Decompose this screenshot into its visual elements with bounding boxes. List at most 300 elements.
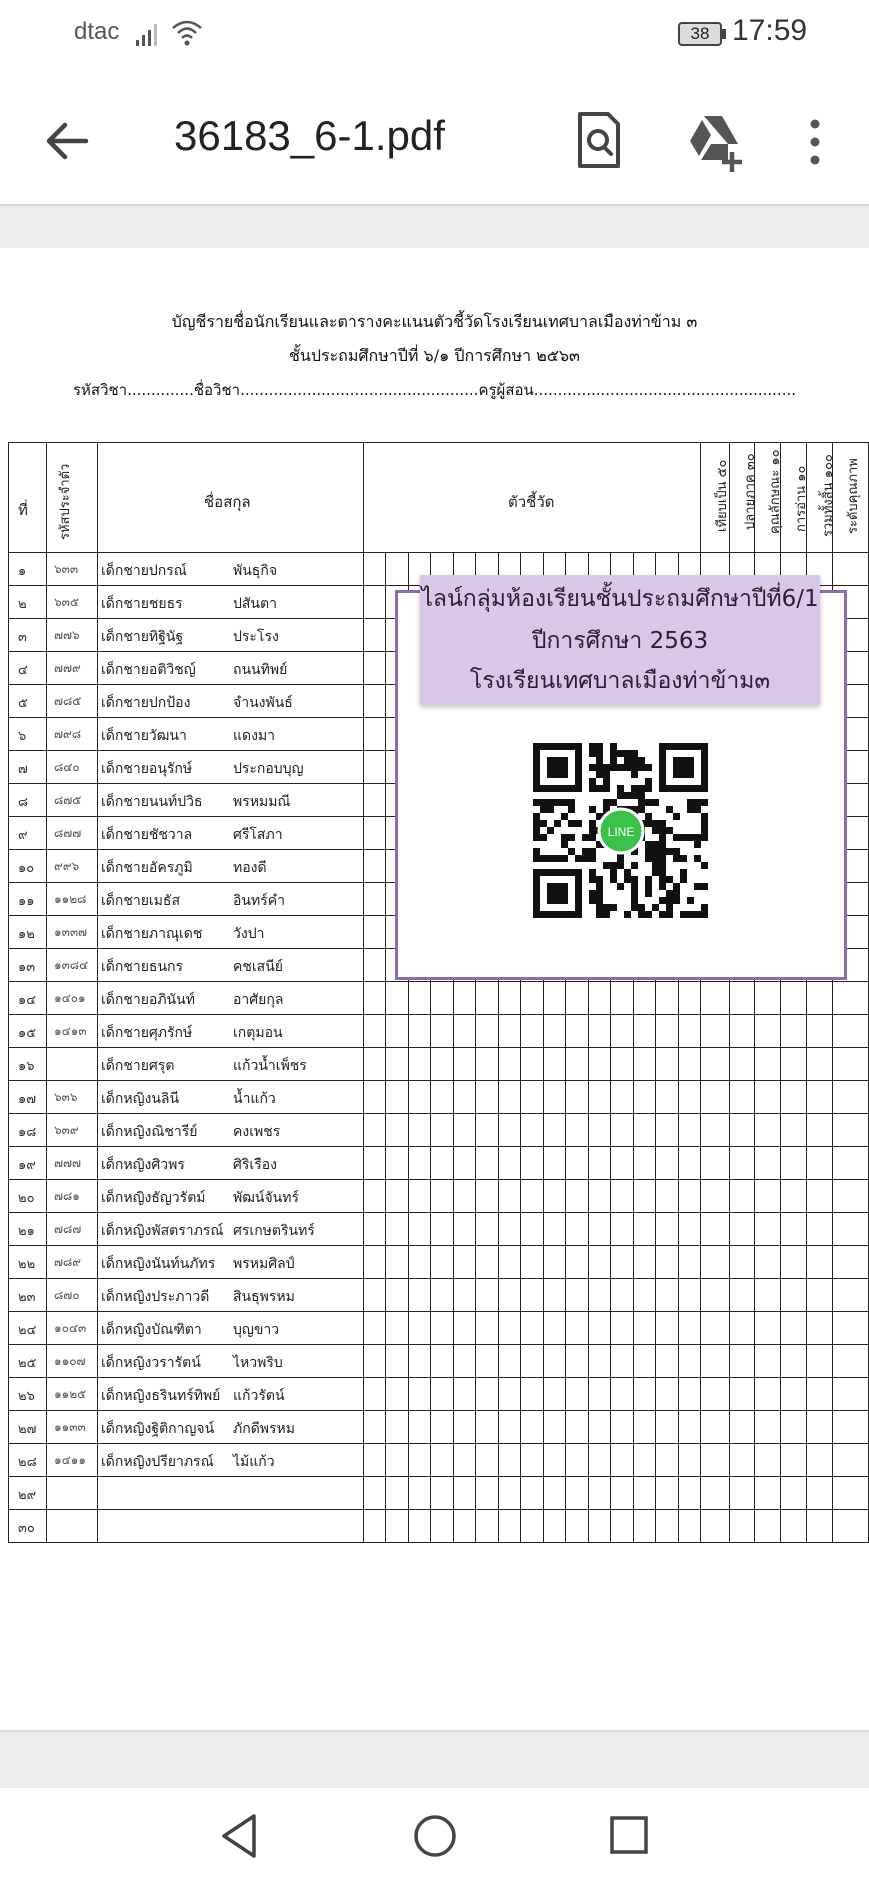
student-last-name: ไม้แก้ว bbox=[233, 1454, 275, 1470]
qr-module bbox=[631, 771, 638, 778]
clock: 17:59 bbox=[732, 14, 808, 47]
qr-module bbox=[638, 785, 645, 792]
row-number: ๒๗ bbox=[18, 1422, 37, 1437]
qr-module bbox=[645, 883, 652, 890]
qr-finder-pattern bbox=[673, 757, 694, 778]
student-last-name: พันธุกิจ bbox=[233, 563, 278, 579]
row-number: ๑๖ bbox=[18, 1059, 35, 1074]
header-final: ปลายภาค ๓๐ bbox=[743, 453, 758, 530]
qr-module bbox=[659, 820, 666, 827]
student-first-name: เด็กหญิงนลินี bbox=[101, 1091, 180, 1107]
qr-module bbox=[540, 855, 547, 862]
qr-module bbox=[589, 778, 596, 785]
row-number: ๔ bbox=[18, 663, 28, 678]
student-last-name: ศรเกษตรินทร์ bbox=[233, 1223, 315, 1239]
qr-module bbox=[659, 883, 666, 890]
student-first-name: เด็กชายเมธัส bbox=[101, 893, 181, 909]
row-number: ๑๕ bbox=[18, 1026, 37, 1041]
qr-module bbox=[568, 820, 575, 827]
qr-module bbox=[701, 904, 708, 911]
student-last-name: คชเสนีย์ bbox=[233, 959, 283, 975]
banner-line-2: ปีการศึกษา 2563 bbox=[531, 628, 709, 654]
row-number: ๗ bbox=[18, 762, 28, 777]
qr-module bbox=[603, 771, 610, 778]
table-horizontal-line bbox=[8, 1344, 869, 1345]
student-last-name: ไหวพริบ bbox=[233, 1355, 283, 1371]
qr-module bbox=[561, 841, 568, 848]
row-number: ๘ bbox=[18, 795, 29, 810]
qr-module bbox=[666, 890, 673, 897]
qr-module bbox=[680, 834, 687, 841]
student-id: ๑๔๐๑ bbox=[54, 991, 86, 1005]
table-horizontal-line bbox=[8, 1080, 869, 1081]
qr-module bbox=[540, 820, 547, 827]
qr-module bbox=[673, 813, 680, 820]
student-last-name: ศิริเรือง bbox=[233, 1157, 277, 1173]
qr-module bbox=[638, 764, 645, 771]
signal-icon bbox=[134, 18, 164, 48]
qr-module bbox=[582, 834, 589, 841]
qr-module bbox=[589, 890, 596, 897]
qr-module bbox=[624, 911, 631, 918]
qr-module bbox=[547, 855, 554, 862]
student-last-name: สินธุพรหม bbox=[233, 1289, 295, 1305]
student-id: ๑๓๘๔ bbox=[54, 958, 89, 972]
qr-module bbox=[659, 827, 666, 834]
table-horizontal-line bbox=[8, 1311, 869, 1312]
row-number: ๒๓ bbox=[18, 1290, 36, 1305]
qr-module bbox=[701, 862, 708, 869]
qr-module bbox=[589, 785, 596, 792]
student-last-name: ภักดีพรหม bbox=[233, 1421, 296, 1437]
qr-module bbox=[652, 841, 659, 848]
qr-module bbox=[687, 911, 694, 918]
row-number: ๑๒ bbox=[18, 927, 35, 942]
back-arrow-icon[interactable] bbox=[38, 112, 96, 170]
student-first-name: เด็กชายอภินันท์ bbox=[101, 992, 195, 1008]
nav-home-icon[interactable] bbox=[411, 1812, 459, 1860]
student-last-name: บุญขาว bbox=[233, 1322, 280, 1338]
qr-module bbox=[596, 764, 603, 771]
student-id: ๗๗๖ bbox=[54, 628, 80, 642]
qr-module bbox=[694, 834, 701, 841]
student-id: ๗๗๗ bbox=[54, 1156, 82, 1170]
row-number: ๑๓ bbox=[18, 960, 36, 975]
qr-module bbox=[680, 876, 687, 883]
qr-module bbox=[547, 827, 554, 834]
qr-module bbox=[624, 876, 631, 883]
table-horizontal-line bbox=[8, 1146, 869, 1147]
table-horizontal-line bbox=[8, 1014, 869, 1015]
document-title: 36183_6-1.pdf bbox=[174, 112, 445, 159]
student-first-name: เด็กหญิงธัญวรัตม์ bbox=[101, 1190, 206, 1206]
student-id: ๖๓๕ bbox=[54, 595, 79, 609]
qr-module bbox=[638, 911, 645, 918]
qr-module bbox=[596, 897, 603, 904]
qr-module bbox=[645, 841, 652, 848]
qr-module bbox=[617, 855, 624, 862]
qr-module bbox=[533, 855, 540, 862]
student-first-name: เด็กหญิงบัณฑิตา bbox=[101, 1322, 202, 1338]
qr-module bbox=[680, 855, 687, 862]
row-number: ๒๙ bbox=[18, 1488, 37, 1503]
row-number: ๑๗ bbox=[18, 1092, 37, 1107]
qr-module bbox=[533, 827, 540, 834]
table-horizontal-line bbox=[8, 981, 869, 982]
qr-module bbox=[687, 806, 694, 813]
qr-module bbox=[701, 911, 708, 918]
qr-module bbox=[603, 862, 610, 869]
student-last-name: แก้วน้ำเพ็ชร bbox=[233, 1058, 307, 1074]
student-last-name: แก้วรัตน์ bbox=[233, 1388, 285, 1404]
qr-module bbox=[652, 869, 659, 876]
table-horizontal-line bbox=[8, 442, 869, 443]
qr-module bbox=[603, 785, 610, 792]
student-last-name: น้ำแก้ว bbox=[233, 1091, 276, 1107]
student-first-name: เด็กชายปกป้อง bbox=[101, 695, 191, 711]
qr-module bbox=[596, 771, 603, 778]
qr-module bbox=[701, 799, 708, 806]
qr-module bbox=[694, 799, 701, 806]
qr-module bbox=[596, 911, 603, 918]
qr-module bbox=[645, 911, 652, 918]
qr-module bbox=[652, 862, 659, 869]
viewer-background bbox=[0, 206, 869, 248]
qr-module bbox=[694, 841, 701, 848]
viewer-background-bottom bbox=[0, 1730, 869, 1790]
student-last-name: เกตุมอน bbox=[233, 1025, 283, 1041]
student-first-name: เด็กชายนนท์ปวิธ bbox=[101, 794, 203, 810]
line-group-banner bbox=[420, 575, 820, 705]
qr-module bbox=[533, 813, 540, 820]
student-last-name: ประโรง bbox=[233, 629, 279, 645]
student-first-name: เด็กหญิงนันท์นภัทร bbox=[101, 1256, 216, 1272]
student-first-name: เด็กชายทิฐินัฐ bbox=[101, 629, 184, 645]
qr-module bbox=[652, 820, 659, 827]
qr-module bbox=[561, 813, 568, 820]
qr-module bbox=[659, 834, 666, 841]
qr-module bbox=[624, 750, 631, 757]
qr-module bbox=[589, 806, 596, 813]
qr-module bbox=[589, 743, 596, 750]
qr-module bbox=[533, 799, 540, 806]
document-header-title: บัญชีรายชื่อนักเรียนและตารางคะแนนตัวชี้วัดโรงเรียนเทศบาลเมืองท่าข้าม ๓ bbox=[171, 312, 698, 331]
qr-module bbox=[589, 834, 596, 841]
table-horizontal-line bbox=[8, 1443, 869, 1444]
header-traits: คุณลักษณะ ๑๐ bbox=[768, 449, 783, 534]
qr-module bbox=[631, 883, 638, 890]
row-number: ๒๔ bbox=[18, 1323, 37, 1338]
qr-module bbox=[687, 799, 694, 806]
qr-module bbox=[659, 862, 666, 869]
qr-module bbox=[645, 890, 652, 897]
qr-module bbox=[694, 911, 701, 918]
student-id: ๖๓๓ bbox=[54, 562, 79, 576]
row-number: ๓ bbox=[18, 630, 27, 645]
qr-module bbox=[645, 876, 652, 883]
nav-back-icon[interactable] bbox=[218, 1812, 262, 1860]
student-last-name: ศรีโสภา bbox=[233, 827, 283, 843]
qr-module bbox=[666, 911, 673, 918]
qr-module bbox=[638, 806, 645, 813]
qr-module bbox=[568, 799, 575, 806]
carrier-name: dtac bbox=[74, 18, 120, 45]
qr-module bbox=[533, 834, 540, 841]
qr-module bbox=[673, 855, 680, 862]
student-first-name: เด็กชายศุภรักษ์ bbox=[101, 1025, 193, 1041]
student-last-name: ถนนทิพย์ bbox=[233, 662, 288, 678]
row-number: ๑๔ bbox=[18, 993, 37, 1008]
student-id: ๗๘๙ bbox=[54, 1255, 82, 1269]
qr-module bbox=[631, 904, 638, 911]
student-first-name: เด็กชายวัฒนา bbox=[101, 728, 187, 744]
qr-module bbox=[666, 897, 673, 904]
qr-module bbox=[575, 855, 582, 862]
qr-module bbox=[694, 855, 701, 862]
qr-module bbox=[652, 855, 659, 862]
qr-module bbox=[561, 799, 568, 806]
qr-module bbox=[673, 883, 680, 890]
qr-module bbox=[631, 876, 638, 883]
student-id: ๘๔๐ bbox=[54, 760, 80, 774]
student-first-name: เด็กชายอนุรักษ์ bbox=[101, 761, 193, 777]
student-last-name: จำนงพันธ์ bbox=[233, 695, 293, 711]
qr-module bbox=[624, 757, 631, 764]
app-bar bbox=[0, 70, 869, 206]
qr-module bbox=[673, 890, 680, 897]
qr-module bbox=[659, 848, 666, 855]
student-id: ๑๐๔๓ bbox=[54, 1321, 87, 1335]
qr-module bbox=[666, 876, 673, 883]
student-last-name: อินทร์คำ bbox=[233, 893, 285, 909]
student-first-name: เด็กหญิงธรินทร์ทิพย์ bbox=[101, 1388, 221, 1404]
qr-module bbox=[596, 757, 603, 764]
qr-module bbox=[610, 799, 617, 806]
qr-module bbox=[596, 883, 603, 890]
header-name: ชื่อสกุล bbox=[204, 493, 251, 511]
student-id: ๖๓๙ bbox=[54, 1123, 79, 1137]
qr-module bbox=[617, 883, 624, 890]
student-id: ๑๑๒๘ bbox=[54, 892, 87, 906]
student-id: ๑๓๓๗ bbox=[54, 925, 88, 939]
student-id: ๑๑๐๗ bbox=[54, 1354, 86, 1368]
nav-recents-icon[interactable] bbox=[606, 1812, 654, 1860]
header-student-id: รหัสประจำตัว bbox=[58, 463, 73, 540]
qr-module bbox=[666, 827, 673, 834]
qr-module bbox=[659, 869, 666, 876]
qr-module bbox=[645, 799, 652, 806]
student-id: ๑๔๑๓ bbox=[54, 1024, 87, 1038]
qr-module bbox=[666, 848, 673, 855]
header-grade: ระดับคุณภาพ bbox=[846, 458, 861, 534]
qr-module bbox=[659, 841, 666, 848]
qr-module bbox=[631, 792, 638, 799]
qr-module bbox=[631, 785, 638, 792]
qr-module bbox=[610, 869, 617, 876]
row-number: ๒๘ bbox=[18, 1455, 37, 1470]
qr-finder-pattern bbox=[547, 883, 568, 904]
qr-module bbox=[645, 855, 652, 862]
qr-module bbox=[582, 855, 589, 862]
battery-tip bbox=[722, 29, 726, 39]
qr-module bbox=[561, 855, 568, 862]
qr-module bbox=[533, 820, 540, 827]
student-id: ๘๗๐ bbox=[54, 1288, 80, 1302]
qr-module bbox=[687, 897, 694, 904]
header-total: รวมทั้งสิ้น ๑๐๐ bbox=[821, 454, 836, 537]
qr-module bbox=[540, 806, 547, 813]
qr-module bbox=[610, 743, 617, 750]
qr-module bbox=[540, 799, 547, 806]
qr-module bbox=[617, 750, 624, 757]
qr-module bbox=[652, 904, 659, 911]
student-id: ๙๙๖ bbox=[54, 859, 80, 873]
student-first-name: เด็กหญิงฐิติกาญจน์ bbox=[101, 1421, 215, 1437]
student-first-name: เด็กชายอัครภูมิ bbox=[101, 860, 193, 876]
line-qr-code[interactable] bbox=[533, 743, 709, 919]
student-id: ๖๓๖ bbox=[54, 1090, 78, 1104]
qr-module bbox=[687, 834, 694, 841]
battery-icon: 38 bbox=[678, 22, 722, 46]
qr-module bbox=[638, 757, 645, 764]
qr-module bbox=[652, 827, 659, 834]
qr-module bbox=[631, 862, 638, 869]
qr-module bbox=[624, 792, 631, 799]
qr-module bbox=[617, 764, 624, 771]
more-options-icon[interactable] bbox=[800, 112, 830, 172]
table-horizontal-line bbox=[8, 1509, 869, 1510]
table-horizontal-line bbox=[8, 1278, 869, 1279]
header-no: ที่ bbox=[18, 501, 28, 519]
qr-module bbox=[701, 834, 708, 841]
qr-module bbox=[589, 764, 596, 771]
student-first-name: เด็กหญิงประภาวดี bbox=[101, 1289, 210, 1305]
qr-module bbox=[589, 869, 596, 876]
qr-module bbox=[701, 820, 708, 827]
qr-module bbox=[645, 820, 652, 827]
qr-module bbox=[624, 869, 631, 876]
student-id: ๗๘๗ bbox=[54, 1222, 82, 1236]
table-horizontal-line bbox=[8, 1410, 869, 1411]
table-horizontal-line bbox=[8, 1245, 869, 1246]
student-id: ๗๘๑ bbox=[54, 1189, 80, 1203]
row-number: ๑๙ bbox=[18, 1158, 36, 1173]
qr-module bbox=[631, 757, 638, 764]
qr-module bbox=[589, 750, 596, 757]
qr-module bbox=[540, 834, 547, 841]
table-horizontal-line bbox=[8, 552, 869, 553]
qr-module bbox=[554, 855, 561, 862]
banner-line-1: ไลน์กลุ่มห้องเรียนชั้นประถมศึกษาปีที่6/1 bbox=[421, 586, 819, 612]
search-document-icon[interactable] bbox=[572, 110, 626, 170]
banner-line-3: โรงเรียนเทศบาลเมืองท่าข้าม๓ bbox=[469, 668, 771, 694]
document-header-class: ชั้นประถมศึกษาปีที่ ๖/๑ ปีการศึกษา ๒๕๖๓ bbox=[289, 346, 580, 365]
student-last-name: ปสันตา bbox=[233, 596, 277, 612]
qr-module bbox=[575, 820, 582, 827]
qr-module bbox=[596, 785, 603, 792]
qr-module bbox=[617, 862, 624, 869]
student-first-name: เด็กหญิงศิวพร bbox=[101, 1157, 185, 1173]
student-first-name: เด็กชายธนกร bbox=[101, 959, 184, 975]
table-horizontal-line bbox=[8, 1476, 869, 1477]
qr-module bbox=[645, 764, 652, 771]
table-horizontal-line bbox=[8, 1377, 869, 1378]
qr-module bbox=[673, 834, 680, 841]
qr-module bbox=[652, 799, 659, 806]
qr-module bbox=[596, 743, 603, 750]
qr-module bbox=[673, 897, 680, 904]
qr-module bbox=[561, 834, 568, 841]
student-first-name: เด็กชายศรุต bbox=[101, 1058, 175, 1074]
student-last-name: พรหมมณี bbox=[233, 794, 291, 810]
row-number: ๕ bbox=[18, 696, 28, 711]
qr-module bbox=[673, 848, 680, 855]
qr-module bbox=[547, 806, 554, 813]
row-number: ๑๐ bbox=[18, 861, 35, 876]
qr-module bbox=[568, 806, 575, 813]
qr-module bbox=[589, 848, 596, 855]
qr-module bbox=[659, 897, 666, 904]
qr-module bbox=[652, 848, 659, 855]
qr-module bbox=[568, 848, 575, 855]
wifi-icon bbox=[170, 18, 204, 48]
qr-module bbox=[589, 876, 596, 883]
qr-module bbox=[547, 799, 554, 806]
qr-module bbox=[589, 827, 596, 834]
qr-module bbox=[701, 883, 708, 890]
add-to-drive-icon[interactable] bbox=[684, 112, 750, 172]
student-id: ๑๔๑๑ bbox=[54, 1453, 86, 1467]
table-horizontal-line bbox=[8, 1179, 869, 1180]
row-number: ๒๑ bbox=[18, 1224, 35, 1239]
header-full50: เทียบเป็น ๕๐ bbox=[715, 459, 730, 532]
row-number: ๖ bbox=[18, 729, 27, 744]
qr-module bbox=[603, 799, 610, 806]
row-number: ๒๐ bbox=[18, 1191, 35, 1206]
qr-module bbox=[610, 757, 617, 764]
table-horizontal-line bbox=[8, 1047, 869, 1048]
student-first-name: เด็กหญิงวรารัตน์ bbox=[101, 1355, 201, 1371]
row-number: ๑๘ bbox=[18, 1125, 37, 1140]
table-horizontal-line bbox=[8, 1113, 869, 1114]
student-first-name: เด็กชายอติวิชญ์ bbox=[101, 662, 196, 678]
student-first-name: เด็กหญิงณิชารีย์ bbox=[101, 1124, 198, 1140]
qr-module bbox=[554, 799, 561, 806]
qr-module bbox=[645, 848, 652, 855]
qr-module bbox=[659, 911, 666, 918]
row-number: ๒๕ bbox=[18, 1356, 37, 1371]
qr-finder-pattern bbox=[547, 757, 568, 778]
qr-module bbox=[617, 792, 624, 799]
qr-module bbox=[568, 834, 575, 841]
row-number: ๒๖ bbox=[18, 1389, 35, 1404]
student-first-name: เด็กชายปกรณ์ bbox=[101, 563, 187, 579]
qr-module bbox=[596, 876, 603, 883]
student-last-name: พัฒน์จันทร์ bbox=[233, 1190, 299, 1206]
qr-module bbox=[680, 869, 687, 876]
student-last-name: อาศัยกุล bbox=[233, 992, 284, 1008]
student-last-name: คงเพชร bbox=[233, 1124, 281, 1140]
qr-module bbox=[610, 876, 617, 883]
row-number: ๙ bbox=[18, 828, 28, 843]
qr-module bbox=[582, 848, 589, 855]
qr-module bbox=[603, 764, 610, 771]
qr-module bbox=[680, 911, 687, 918]
student-id: ๘๗๗ bbox=[54, 826, 82, 840]
qr-module bbox=[596, 890, 603, 897]
qr-module bbox=[603, 778, 610, 785]
qr-module bbox=[589, 897, 596, 904]
